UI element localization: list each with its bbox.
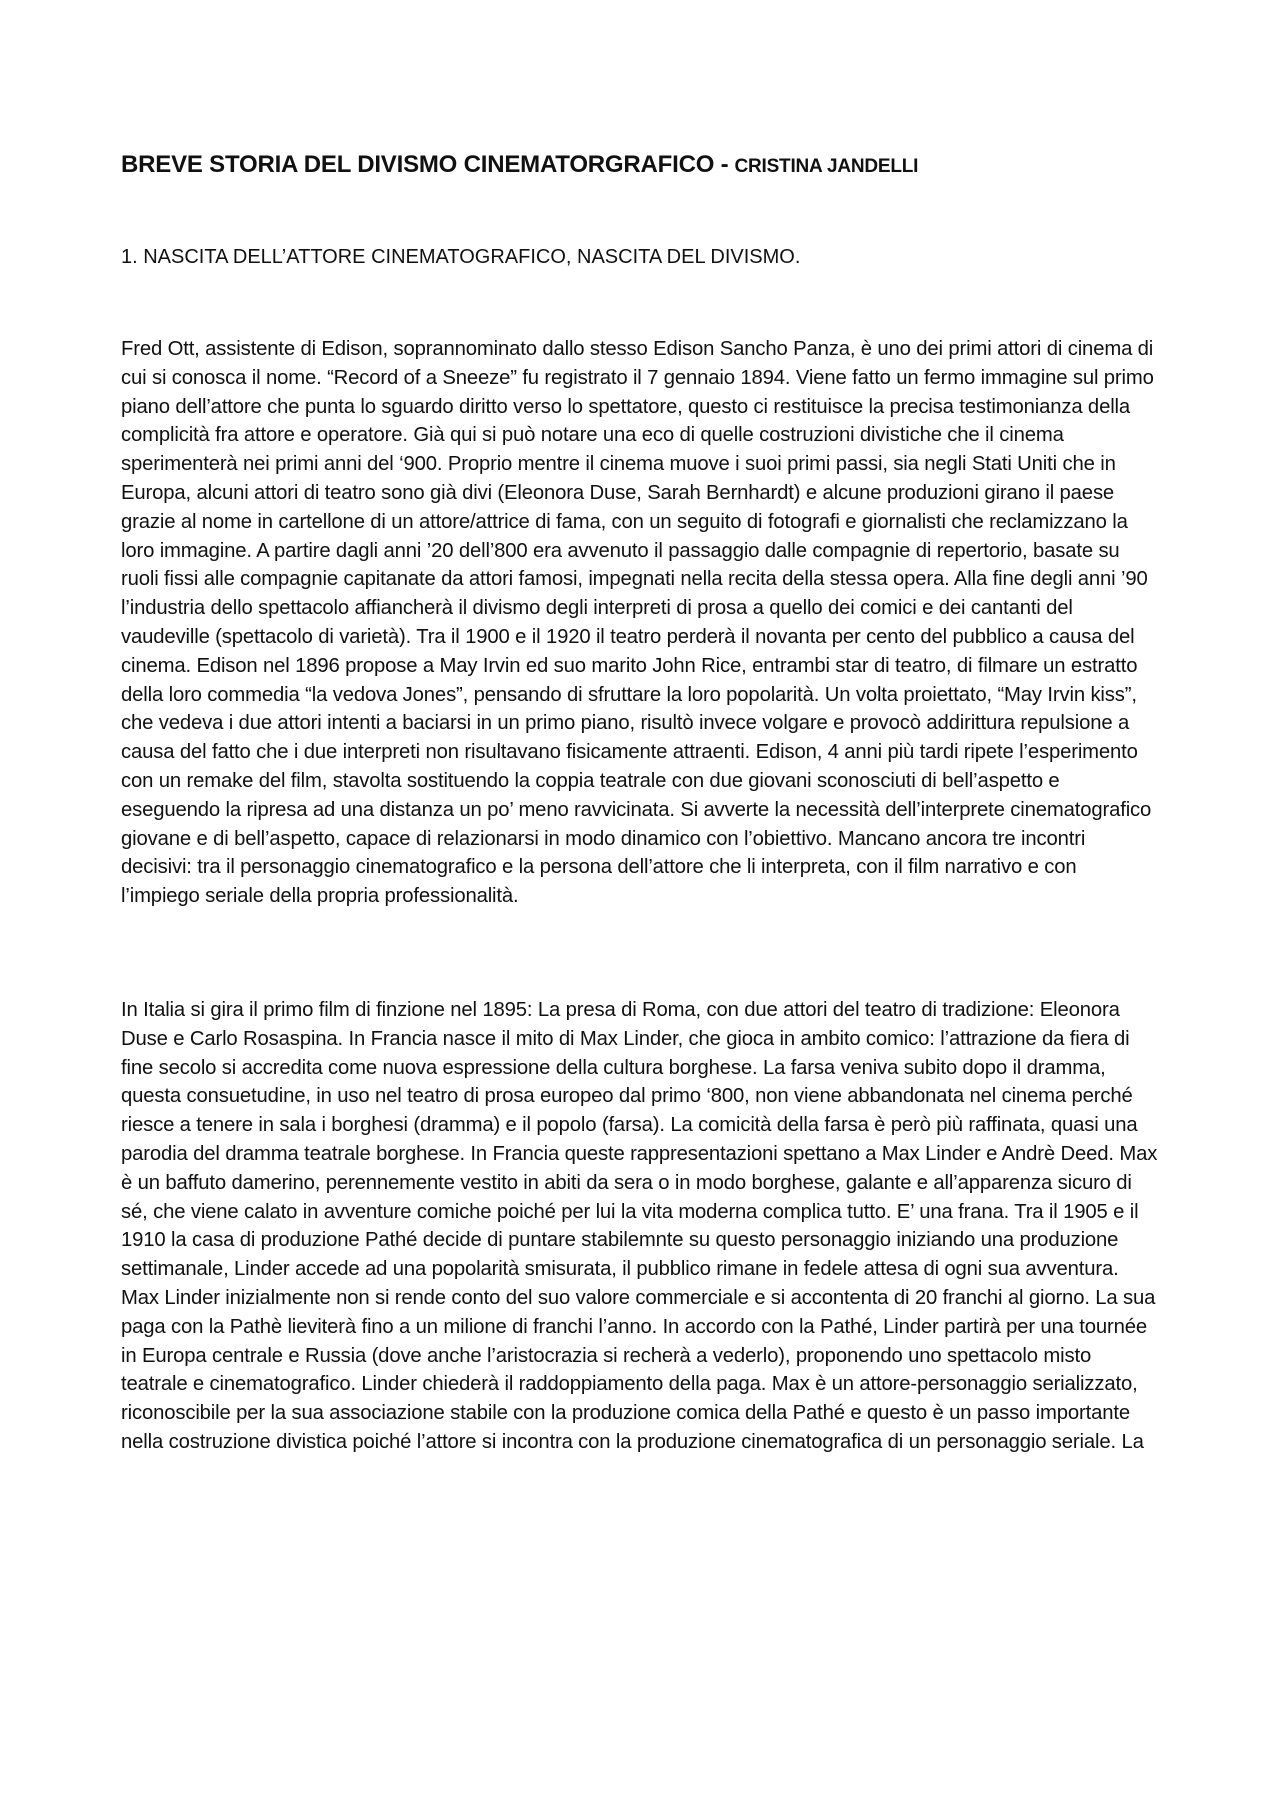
author-name: CRISTINA JANDELLI — [734, 156, 919, 177]
paragraph: In Italia si gira il primo film di finzione nel 1895: La presa di Roma, con due attori del teatro di tradizione: Eleonora Duse e Carlo Rosaspina. In Francia nasce il mito di Max Linder, che gioca in ambito comico: l’attrazione da fiera di fine secolo si accredita come nuova espressione della cultura borghese. La farsa veniva subito dopo il dramma, questa consuetudine, in uso nel teatro di prosa europeo dal primo ‘800, non viene abbandonata nel cinema perché riesce a tenere in sala i borghesi (dramma) e il popolo (farsa). La comicità della farsa è però più raffinata, quasi una parodia del dramma teatrale borghese. In Francia queste rappresentazioni spettano a Max Linder e Andrè Deed. Max è un baffuto damerino, perennemente vestito in abiti da sera o in modo borghese, galante e all’apparenza sicuro di sé, che viene calato in avventure comiche poiché per lui la vita moderna complica tutto. E’ una frana. Tra il 1905 e il 1910 la casa di produzione Pathé decide di puntare stabilemnte su questo personaggio iniziando una produzione settimanale, Linder accede ad una popolarità smisurata, il pubblico rimane in fedele attesa di ogni sua avventura. Max Linder inizialmente non si rende conto del suo valore commerciale e si accontenta di 20 franchi al giorno. La sua paga con la Pathè lieviterà fino a un milione di franchi l’anno. In accordo con la Pathé, Linder partirà per una tournée in Europa centrale e Russia (dove anche l’aristocrazia si recherà a vederlo), proponendo uno spettacolo misto teatrale e cinematografico. Linder chiederà il raddoppiamento della paga. Max è un attore-personaggio serializzato, riconoscibile per la sua associazione stabile con la produzione comica della Pathé e questo è un passo importante nella costruzione divistica poiché l’attore si incontra con la produzione cinematografica di un personaggio seriale. La — [121, 998, 1158, 1453]
document-title — [121, 148, 1160, 184]
title-text: BREVE STORIA DEL DIVISMO CINEMATORGRAFICO - — [121, 151, 729, 178]
section-heading: 1. NASCITA DELL’ATTORE CINEMATOGRAFICO, NASCITA DEL DIVISMO. — [121, 246, 801, 268]
paragraph: Fred Ott, assistente di Edison, soprannominato dallo stesso Edison Sancho Panza, è uno dei primi attori di cinema di cui si conosca il nome. “Record of a Sneeze” fu registrato il 7 gennaio 1894. Viene fatto un fermo immagine sul primo piano dell’attore che punta lo sguardo diritto verso lo spettatore, questo ci restituisce la precisa testimonianza della complicità fra attore e operatore. Già qui si può notare una eco di quelle costruzioni divistiche che il cinema sperimenterà nei primi anni del ‘900. Proprio mentre il cinema muove i suoi primi passi, sia negli Stati Uniti che in Europa, alcuni attori di teatro sono già divi (Eleonora Duse, Sarah Bernhardt) e alcune produzioni girano il paese grazie al nome in cartellone di un attore/attrice di fama, con un seguito di fotografi e giornalisti che reclamizzano la loro immagine. A partire dagli anni ’20 dell’800 era avvenuto il passaggio dalle compagnie di repertorio, basate su ruoli fissi alle compagnie capitanate da attori famosi, impegnati nella recita della stessa opera. Alla fine degli anni ’90 l’industria dello spettacolo affiancherà il divismo degli interpreti di prosa a quello dei comici e dei cantanti del vaudeville (spettacolo di varietà). Tra il 1900 e il 1920 il teatro perderà il novanta per cento del pubblico a causa del cinema. Edison nel 1896 propose a May Irvin ed suo marito John Rice, entrambi star di teatro, di filmare un estratto della loro commedia “la vedova Jones”, pensando di sfruttare la loro popolarità. Un volta proiettato, “May Irvin kiss”, che vedeva i due attori intenti a baciarsi in un primo piano, risultò invece volgare e provocò addirittura repulsione a causa del fatto che i due interpreti non risultavano fisicamente attraenti. Edison, 4 anni più tardi ripete l’esperimento con un remake del film, stavolta sostituendo la coppia teatrale con due giovani sconosciuti di bell’aspetto e eseguendo la ripresa ad una distanza un po’ meno ravvicinata. Si avverte la necessità dell’interprete cinematografico giovane e di bell’aspetto, capace di relazionarsi in modo dinamico con l’obiettivo. Mancano ancora tre incontri decisivi: tra il personaggio cinematografico e la persona dell’attore che li interpreta, con il film narrativo e con l’impiego seriale della propria professionalità. — [121, 338, 1154, 908]
